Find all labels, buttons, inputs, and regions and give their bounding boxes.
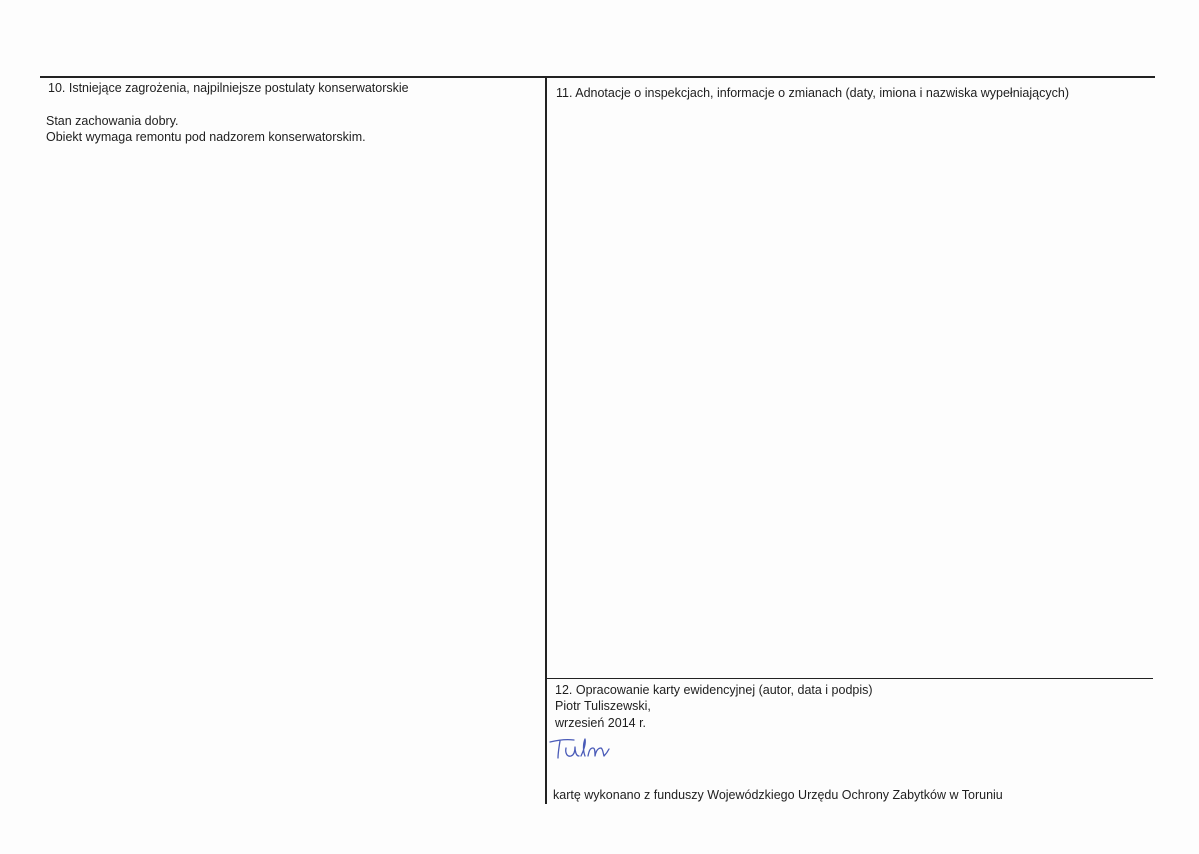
section-12-author: Piotr Tuliszewski, bbox=[555, 699, 651, 713]
handwritten-signature bbox=[548, 736, 628, 766]
section-11-title: 11. Adnotacje o inspekcjach, informacje o zmianach (daty, imiona i nazwiska wypełniających) bbox=[556, 86, 1069, 100]
column-divider bbox=[545, 76, 547, 804]
section-10-postulate-text: Obiekt wymaga remontu pod nadzorem konserwatorskim. bbox=[46, 130, 366, 144]
table-top-border bbox=[40, 76, 1155, 78]
section-10-title: 10. Istniejące zagrożenia, najpilniejsze postulaty konserwatorskie bbox=[48, 81, 409, 95]
funding-note: kartę wykonano z funduszy Wojewódzkiego Urzędu Ochrony Zabytków w Toruniu bbox=[553, 788, 1003, 802]
section-12-top-border bbox=[545, 678, 1153, 679]
section-12-title: 12. Opracowanie karty ewidencyjnej (autor, data i podpis) bbox=[555, 683, 873, 697]
section-12-date: wrzesień 2014 r. bbox=[555, 716, 647, 730]
section-10-condition-text: Stan zachowania dobry. bbox=[46, 114, 179, 128]
